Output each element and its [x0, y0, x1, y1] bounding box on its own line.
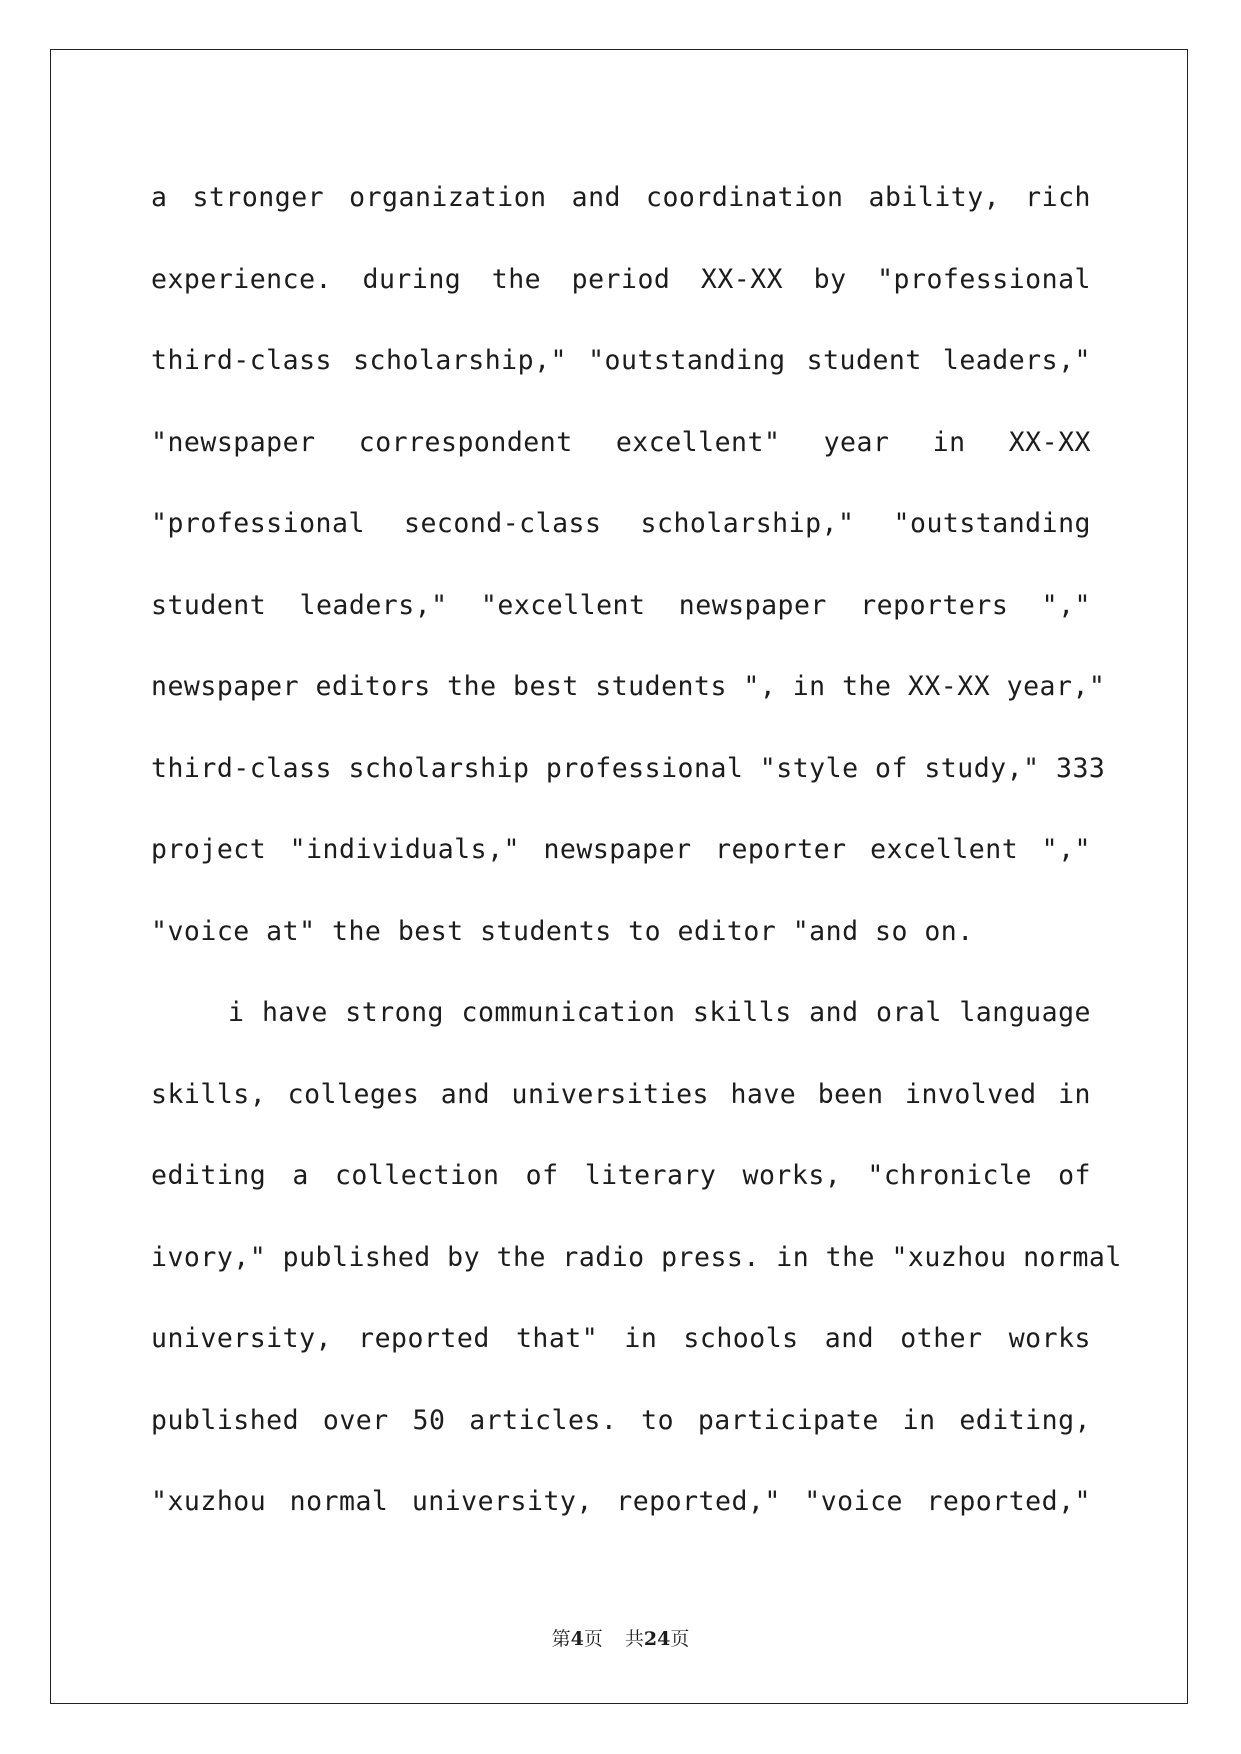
- paragraph-first-line: i have strong communication skills and oral language: [228, 997, 1091, 1028]
- text-line: student leaders," "excellent newspaper reporters ",": [151, 589, 1091, 621]
- text-line: project "individuals," newspaper reporter excellent ",": [151, 834, 1091, 865]
- text-line: "professional second-class scholarship," "outstanding: [151, 508, 1091, 539]
- total-prefix: 共: [624, 1628, 644, 1650]
- text-line: "xuzhou normal university, reported," "voice reported,": [151, 1486, 1091, 1517]
- text-line: ivory," published by the radio press. in the "xuzhou normal: [151, 1241, 1122, 1273]
- page-suffix: 页: [583, 1628, 603, 1650]
- total-pages: 24: [643, 1628, 671, 1650]
- page-prefix: 第: [551, 1628, 571, 1650]
- total-suffix: 页: [670, 1628, 690, 1650]
- text-line: a stronger organization and coordination ability, rich: [151, 182, 1091, 213]
- text-line: published over 50 articles. to participate in editing,: [151, 1404, 1091, 1436]
- text-line: university, reported that" in schools and other works: [151, 1323, 1091, 1354]
- text-line: third-class scholarship," "outstanding student leaders,": [151, 345, 1091, 376]
- text-line: editing a collection of literary works, "chronicle of: [151, 1160, 1091, 1191]
- text-line: skills, colleges and universities have been involved in: [151, 1078, 1091, 1110]
- text-line: "voice at" the best students to editor "and so on.: [151, 915, 974, 947]
- text-line: "newspaper correspondent excellent" year in XX-XX: [151, 426, 1091, 458]
- text-line: third-class scholarship professional "style of study," 333: [151, 752, 1106, 784]
- document-body: [151, 157, 1122, 1543]
- text-line: experience. during the period XX-XX by "professional: [151, 263, 1091, 295]
- page-number: 4: [570, 1628, 584, 1650]
- page-footer: [0, 1624, 1241, 1651]
- text-line: newspaper editors the best students ", in the XX-XX year,": [151, 671, 1106, 702]
